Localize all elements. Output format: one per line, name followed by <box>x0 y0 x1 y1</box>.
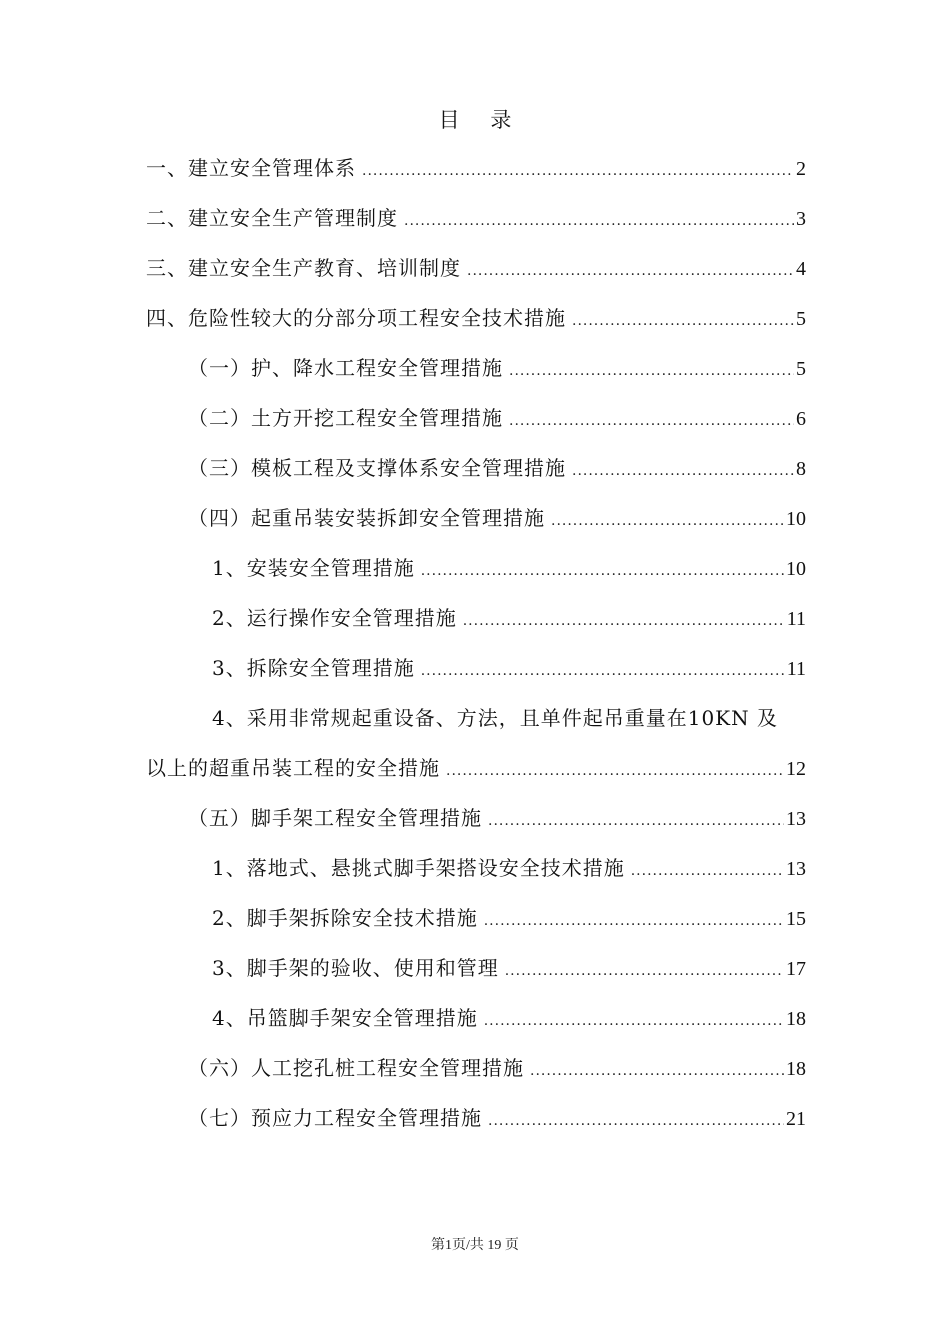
toc-leader-dots <box>631 853 784 889</box>
toc-entry-page: 10 <box>786 508 806 530</box>
toc-leader-dots <box>463 603 785 639</box>
toc-entry[interactable] <box>146 1050 806 1100</box>
toc-leader-dots <box>530 1053 784 1089</box>
toc-entry[interactable] <box>146 950 806 1000</box>
toc-entry[interactable] <box>146 500 806 550</box>
toc-leader-dots <box>509 353 794 389</box>
toc-entry-page: 18 <box>786 1058 806 1080</box>
toc-entry[interactable] <box>146 300 806 350</box>
toc-entry[interactable] <box>146 650 806 700</box>
toc-entry-page: 21 <box>786 1108 806 1130</box>
toc-entry[interactable] <box>146 250 806 300</box>
toc-entry-label: 四、危险性较大的分部分项工程安全技术措施 <box>146 306 566 330</box>
toc-entry-label: 2、脚手架拆除安全技术措施 <box>212 906 478 930</box>
page-footer: 第1页/共 19 页 <box>431 1238 519 1253</box>
toc-leader-dots <box>488 803 784 839</box>
toc-leader-dots <box>505 953 784 989</box>
toc-entry-page: 17 <box>786 958 806 980</box>
toc-leader-dots <box>572 453 794 489</box>
toc-entry[interactable] <box>146 600 806 650</box>
toc-entry-label: 3、脚手架的验收、使用和管理 <box>212 956 499 980</box>
toc-entry[interactable] <box>146 900 806 950</box>
toc-entry-label: （六）人工挖孔桩工程安全管理措施 <box>188 1056 524 1080</box>
toc-leader-dots <box>421 653 785 689</box>
toc-entry-label: 3、拆除安全管理措施 <box>212 656 415 680</box>
toc-entry-page: 3 <box>796 208 806 230</box>
toc-entry-label: （一）护、降水工程安全管理措施 <box>188 356 503 380</box>
toc-entry-page: 4 <box>796 258 806 280</box>
toc-entry-page: 2 <box>796 158 806 180</box>
toc-entry-label: 二、建立安全生产管理制度 <box>146 206 398 230</box>
toc-entry-label: 三、建立安全生产教育、培训制度 <box>146 256 461 280</box>
toc-entry-page: 11 <box>786 608 806 630</box>
toc-entry[interactable] <box>146 400 806 450</box>
toc-entry-page: 11 <box>786 658 806 680</box>
toc-entry-label: 2、运行操作安全管理措施 <box>212 606 457 630</box>
toc-entry-label: （二）土方开挖工程安全管理措施 <box>188 406 503 430</box>
toc-leader-dots <box>446 753 784 789</box>
toc-entry-wrapped-line2[interactable] <box>146 750 806 800</box>
toc-entry-label: （三）模板工程及支撑体系安全管理措施 <box>188 456 566 480</box>
toc-entry-label: （七）预应力工程安全管理措施 <box>188 1106 482 1130</box>
toc-entry-page: 18 <box>786 1008 806 1030</box>
toc-entry-label: （五）脚手架工程安全管理措施 <box>188 806 482 830</box>
toc-entry[interactable] <box>146 1100 806 1150</box>
toc-leader-dots <box>467 253 794 289</box>
toc-entry-page: 5 <box>796 308 806 330</box>
toc-entry-label: 4、吊篮脚手架安全管理措施 <box>212 1006 478 1030</box>
toc-leader-dots <box>421 553 784 589</box>
toc-entry[interactable] <box>146 550 806 600</box>
toc-entry-label: 以上的超重吊装工程的安全措施 <box>146 756 440 780</box>
toc-leader-dots <box>509 403 794 439</box>
toc-entry[interactable] <box>146 150 806 200</box>
toc-entry[interactable] <box>146 450 806 500</box>
toc-leader-dots <box>484 1003 784 1039</box>
toc-entry-page: 5 <box>796 358 806 380</box>
toc-leader-dots <box>488 1103 784 1139</box>
toc-entry-label: 1、安装安全管理措施 <box>212 556 415 580</box>
toc-entry-page: 8 <box>796 458 806 480</box>
toc-entry-label: 一、建立安全管理体系 <box>146 156 356 180</box>
toc-entry-page: 10 <box>786 558 806 580</box>
toc-entry-page: 13 <box>786 858 806 880</box>
toc-leader-dots <box>484 903 784 939</box>
toc-title: 目 录 <box>438 108 524 132</box>
toc-entry[interactable] <box>146 800 806 850</box>
toc-leader-dots <box>404 203 794 239</box>
toc-entry-page: 6 <box>796 408 806 430</box>
toc-entry-label: （四）起重吊装安装拆卸安全管理措施 <box>188 506 545 530</box>
toc-entry-label: 1、落地式、悬挑式脚手架搭设安全技术措施 <box>212 856 625 880</box>
table-of-contents <box>146 150 806 1150</box>
toc-leader-dots <box>551 503 784 539</box>
toc-entry-label: 4、采用非常规起重设备、方法，且单件起吊重量在10KN 及 <box>212 706 778 730</box>
toc-entry[interactable] <box>146 1000 806 1050</box>
toc-entry-wrapped-line1[interactable] <box>146 700 806 750</box>
toc-entry-page: 12 <box>786 758 806 780</box>
toc-entry[interactable] <box>146 850 806 900</box>
toc-leader-dots <box>362 153 794 189</box>
toc-entry-page: 13 <box>786 808 806 830</box>
toc-leader-dots <box>572 303 794 339</box>
toc-entry-page: 15 <box>786 908 806 930</box>
toc-entry[interactable] <box>146 350 806 400</box>
toc-entry[interactable] <box>146 200 806 250</box>
